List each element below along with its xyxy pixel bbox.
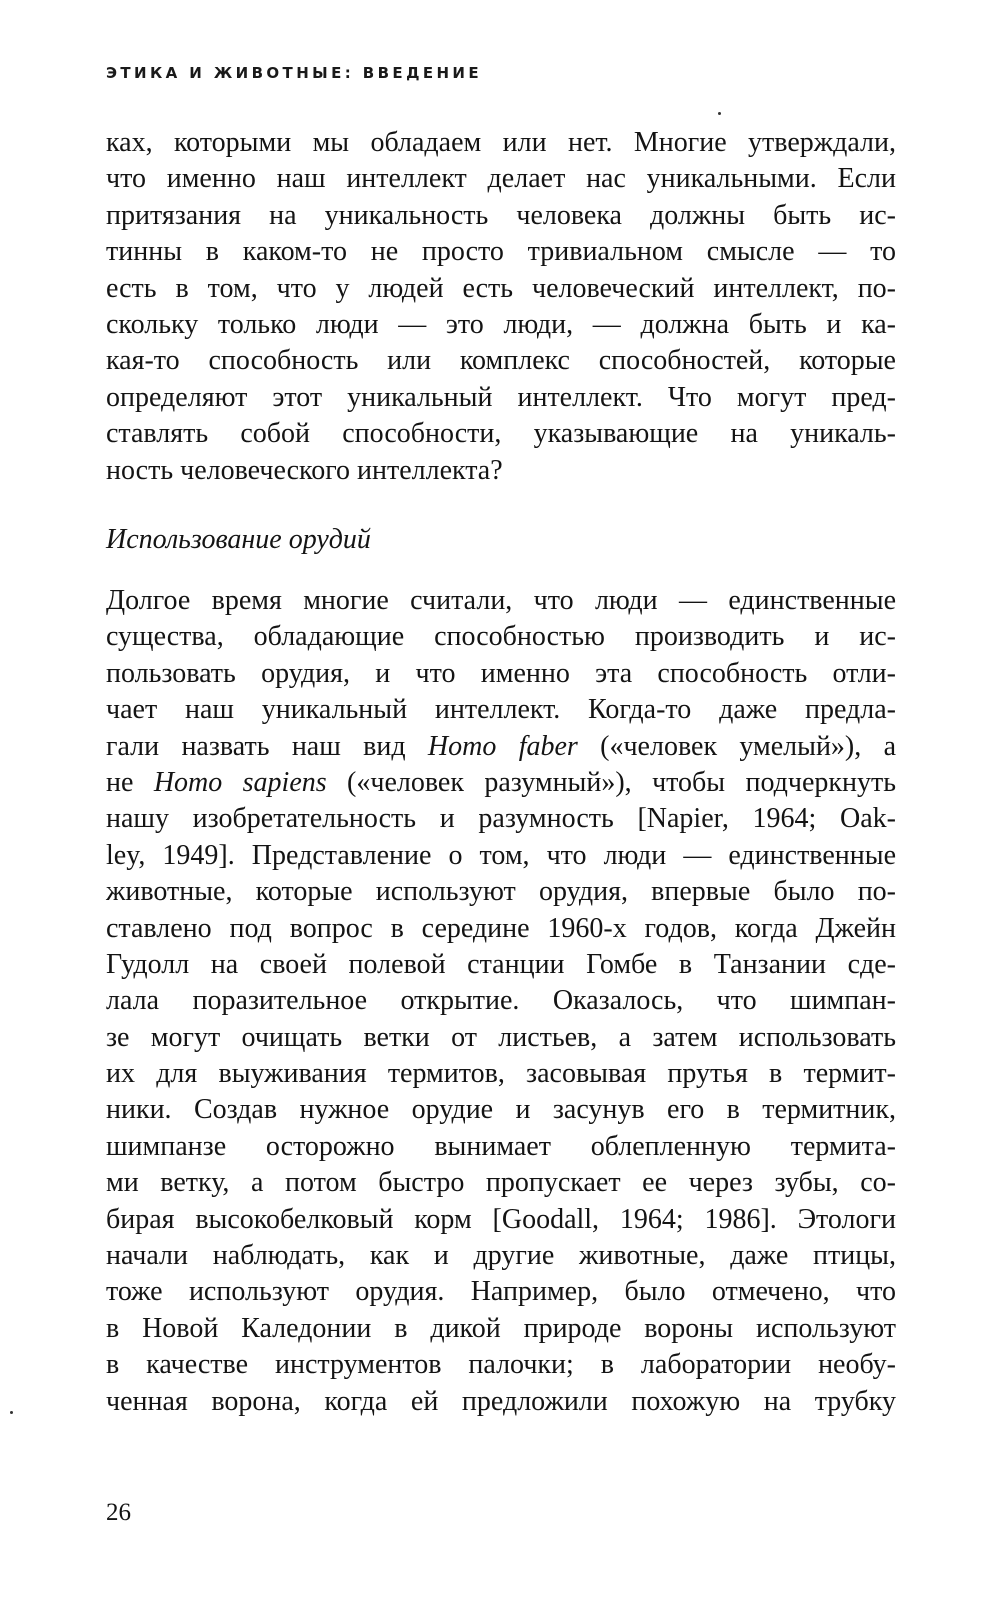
- text-line: ченная ворона, когда ей предложили похожую на трубку: [106, 1385, 896, 1417]
- text-line: их для выуживания термитов, засовывая прутья в термит-: [106, 1058, 896, 1090]
- text-line: ми ветку, а потом быстро пропускает ее через зубы, со-: [106, 1167, 896, 1199]
- print-speck: [718, 112, 721, 115]
- text-line: существа, обладающие способностью производить и ис-: [106, 621, 896, 653]
- text-line: не Homo sapiens («человек разумный»), чтобы подчеркнуть: [106, 766, 896, 798]
- text-line: начали наблюдать, как и другие животные, даже птицы,: [106, 1240, 896, 1272]
- text-line: чает наш уникальный интеллект. Когда-то даже предла-: [106, 694, 896, 726]
- text-line: лала поразительное открытие. Оказалось, что шимпан-: [106, 985, 896, 1017]
- text-line: есть в том, что у людей есть человеческий интеллект, по-: [106, 272, 896, 304]
- text-line: тоже используют орудия. Например, было отмечено, что: [106, 1276, 896, 1308]
- text-line: шимпанзе осторожно вынимает облепленную термита-: [106, 1130, 896, 1162]
- text-line: зе могут очищать ветки от листьев, а затем использовать: [106, 1021, 896, 1053]
- print-speck: [10, 1411, 13, 1414]
- text-line: животные, которые используют орудия, впервые было по-: [106, 876, 896, 908]
- text-line: тинны в каком-то не просто тривиальном смысле — то: [106, 236, 896, 268]
- text-line: в качестве инструментов палочки; в лаборатории необу-: [106, 1349, 896, 1381]
- text-line: ность человеческого интеллекта?: [106, 454, 503, 486]
- running-head: ЭТИКА И ЖИВОТНЫЕ: ВВЕДЕНИЕ: [106, 64, 483, 82]
- text-line: гали назвать наш вид Homo faber («человек умелый»), а: [106, 730, 897, 762]
- text-line: бирая высокобелковый корм [Goodall, 1964; 1986]. Этологи: [106, 1203, 896, 1235]
- page-number: 26: [106, 1499, 131, 1526]
- text-line: ставлено под вопрос в середине 1960-х годов, когда Джейн: [106, 912, 896, 944]
- text-line: ники. Создав нужное орудие и засунув его в термитник,: [106, 1094, 896, 1126]
- text-line: ley, 1949]. Представление о том, что люди — единственные: [106, 839, 896, 871]
- text-line: ставлять собой способности, указывающие на уникаль-: [106, 418, 896, 450]
- text-line: что именно наш интеллект делает нас уникальными. Если: [106, 163, 896, 195]
- text-line: кая-то способность или комплекс способностей, которые: [106, 345, 896, 377]
- text-line: в Новой Каледонии в дикой природе вороны используют: [106, 1312, 896, 1344]
- text-line: пользовать орудия, и что именно эта способность отли-: [106, 657, 896, 689]
- paragraph-2: [106, 583, 896, 1420]
- text-line: Гудолл на своей полевой станции Гомбе в Танзании сде-: [106, 948, 896, 980]
- section-subheading: Использование орудий: [106, 524, 371, 555]
- text-line: притязания на уникальность человека должны быть ис-: [106, 199, 896, 231]
- text-line: ках, которыми мы обладаем или нет. Многие утверждали,: [106, 127, 896, 158]
- text-line: скольку только люди — это люди, — должна быть и ка-: [106, 308, 896, 340]
- text-line: нашу изобретательность и разумность [Napier, 1964; Oak-: [106, 803, 896, 835]
- paragraph-1: [106, 125, 896, 489]
- text-line: Долгое время многие считали, что люди — единственные: [106, 585, 896, 616]
- text-line: определяют этот уникальный интеллект. Что могут пред-: [106, 381, 896, 413]
